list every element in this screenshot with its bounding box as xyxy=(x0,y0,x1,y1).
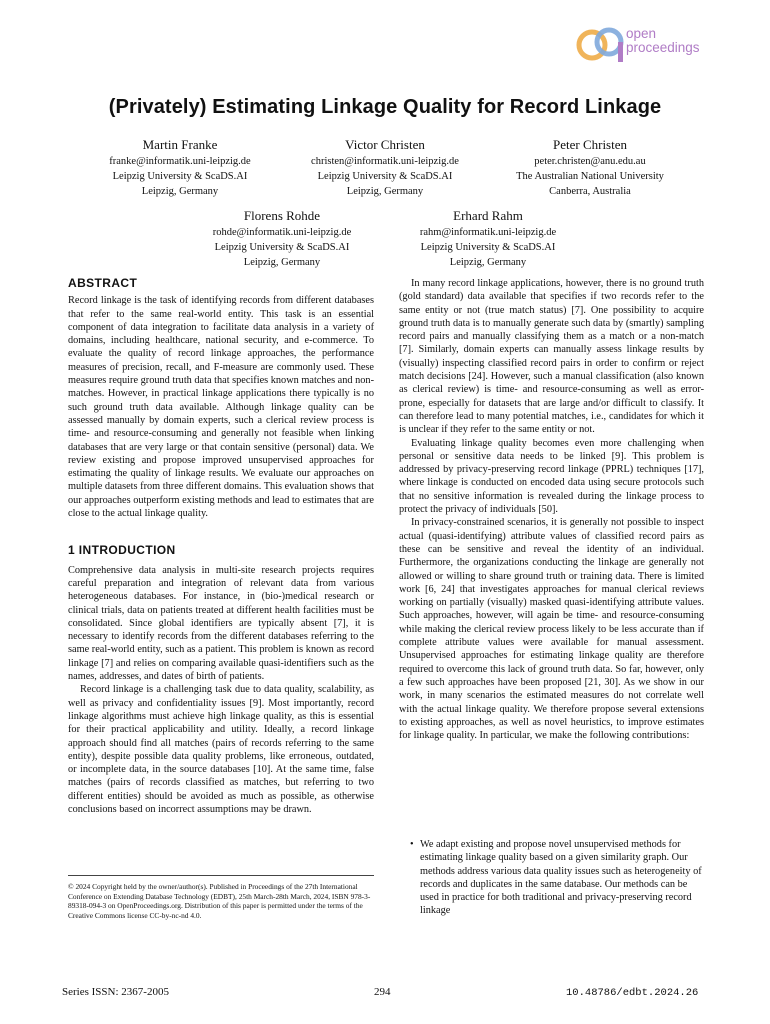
author-block xyxy=(162,207,402,270)
logo-blue-ring xyxy=(597,30,621,54)
author-email[interactable]: rohde@informatik.uni-leipzig.de xyxy=(212,227,352,238)
logo-line-2: proceedings xyxy=(626,40,700,55)
abstract-text: Record linkage is the task of identifying records from different databases that refer to the same real-world entity. This task is an essential component of data integration to facilitate data analysis in a variety of domains, including healthcare, national security, and e-commerce. To evaluate the quality of record linkage approaches, the performance measures of precision, recall, and F-measure are commonly used. These measures require ground truth data that specifies known matches and non-matches. However, in practical linkage applications there typically is no such ground truth data available. Although linkage quality can be assessed manually by domain experts, such a clerical review process is time- and resource-consuming and generally not feasible when linking databases that are very large or that contain sensitive (personal) data. We review existing and propose improved unsupervised approaches for estimating the quality of linkage results. We evaluate our approaches on multiple datasets from three different domains. This evaluation shows that our approaches outperform existing methods and lead to estimates that are close to the actual linkage quality. xyxy=(68,295,374,520)
footer-issn: Series ISSN: 2367-2005 xyxy=(62,986,169,998)
logo-stem xyxy=(618,42,623,62)
right-column xyxy=(399,277,704,742)
author-affiliation: Leipzig University & ScaDS.AI xyxy=(317,171,453,182)
author-location: Leipzig, Germany xyxy=(243,257,321,268)
author-email[interactable]: peter.christen@anu.edu.au xyxy=(534,156,646,167)
author-affiliation: Leipzig University & ScaDS.AI xyxy=(214,242,350,253)
author-location: Leipzig, Germany xyxy=(141,186,219,197)
contribution-bullet xyxy=(410,838,702,918)
copyright-notice: © 2024 Copyright held by the owner/author(s). Published in Proceedings of the 27th International Conference on Extending Database Technology (EDBT), 25th March-28th March, 2024, ISBN 978-3-89318-094-3 on OpenProceedings.org. Distribution of this paper is permitted under the terms of the Creative Commons license CC-by-nc-nd 4.0. xyxy=(68,875,374,920)
left-column xyxy=(68,277,374,816)
bullet-icon: • xyxy=(410,839,414,850)
author-email[interactable]: franke@informatik.uni-leipzig.de xyxy=(109,156,251,167)
author-name: Florens Rohde xyxy=(243,208,321,223)
intro-paragraph-1: Comprehensive data analysis in multi-site research projects requires careful preparation and integration of relevant data from various heterogeneous databases. For instance, in (bio-)medical research or clinical trials, data on patients treated at different health facilities must be consolidated. Since global identifiers are typically absent [7], it is necessary to identify records from the different databases referring to the same real-world entity, such as a patient. This problem is known as record linkage [7] and relies on comparing available quasi-identifiers such as the names, addresses, and dates of birth of patients. xyxy=(68,564,374,683)
right-paragraph-2: Evaluating linkage quality becomes even more challenging when personal or sensitive data needs to be linked [9]. This problem is addressed by privacy-preserving record linkage (PPRL) techniques [17], where linkage is conducted on encoded data using secure protocols such that no sensitive information is revealed during the linkage process to protect the privacy of individuals [50]. xyxy=(399,437,704,516)
author-name: Peter Christen xyxy=(552,137,627,152)
logo-text xyxy=(626,27,700,55)
author-block xyxy=(470,136,710,199)
footer-doi[interactable]: 10.48786/edbt.2024.26 xyxy=(566,987,699,999)
right-paragraph-3: In privacy-constrained scenarios, it is generally not possible to inspect actual (quasi-identifying) attribute values of classified record pairs as these can be sensitive and reveal the identity of an individual. Furthermore, the organizations conducting the linkage are generally not allowed or willing to share ground truth or training data. There is limited work [6, 24] that investigates approaches for manual clerical reviews working on partially (visually) masked quasi-identifying attribute values. Such approaches, however, will again be time- and resource-consuming while making the clerical review process likely to be less accurate than if complete attribute values were available for manual assessment. Unsupervised approaches for estimating linkage quality are therefore required to overcome this lack of ground truth data. So far, however, only a few such approaches have been proposed [21, 30]. As we show in our work, in many scenarios the estimated measures do not correlate well with the actual linkage quality. We therefore propose several extensions to existing approaches, as well as novel heuristics, to improve estimates for linkage quality. In particular, we make the following contributions: xyxy=(399,517,704,742)
contribution-text: We adapt existing and propose novel unsupervised methods for estimating linkage quality based on a given similarity graph. Our methods address various data quality issues such as heterogeneity of records and duplicates in the same database. Our methods can be used in practice for both traditional and privacy-preserving record linkage xyxy=(420,839,702,917)
author-name: Erhard Rahm xyxy=(453,208,523,223)
author-email[interactable]: rahm@informatik.uni-leipzig.de xyxy=(419,227,557,238)
logo-line-1: open xyxy=(626,26,657,41)
intro-paragraph-2: Record linkage is a challenging task due to data quality, scalability, as well as privacy and confidentiality issues [9]. Most importantly, record linkage algorithms must achieve high linkage quality, as this is essential for their practical applicability and utility. Ideally, a record linkage approach should find all matches (pairs of records referring to the same entity), despite possible data quality problems, like erroneous, outdated, or incomplete data, in the source databases [10]. At the same time, false matches (pairs of records classified as matches, but referring to two different entities) should be avoided as much as possible, as otherwise conclusions based on incorrect assumptions may be drawn. xyxy=(68,684,374,815)
author-block xyxy=(368,207,608,270)
author-location: Canberra, Australia xyxy=(549,186,631,197)
author-location: Leipzig, Germany xyxy=(449,257,527,268)
right-paragraph-1: In many record linkage applications, however, there is no ground truth (gold standard) data available that specifies if two records refer to the same entity or not (true match status) [7]. One possibility to acquire ground truth data is to manually generate such data by (smartly) sampling record pairs and manually classifying them as a match or a non-match [7]. Similarly, domain experts can manually assess linkage results by (visually) inspecting classified record pairs in order to confirm or reject match decisions [24]. However, such a manual classification (also known as clerical review) is time- and resource-consuming as well as error-prone, especially for datasets that are large and/or difficult to classify. It can therefore lead to many potential matches, i.e., candidates for which it is unclear if they refer to the same entity or not. xyxy=(399,278,704,436)
author-affiliation: Leipzig University & ScaDS.AI xyxy=(112,171,248,182)
author-block xyxy=(60,136,300,199)
author-name: Martin Franke xyxy=(142,137,218,152)
author-affiliation: The Australian National University xyxy=(516,171,664,182)
author-block xyxy=(265,136,505,199)
author-email[interactable]: christen@informatik.uni-leipzig.de xyxy=(311,156,459,167)
abstract-heading: ABSTRACT xyxy=(68,276,138,290)
author-affiliation: Leipzig University & ScaDS.AI xyxy=(420,242,556,253)
page-number: 294 xyxy=(374,986,391,998)
paper-title: (Privately) Estimating Linkage Quality for Record Linkage xyxy=(108,96,662,118)
author-name: Victor Christen xyxy=(345,137,425,152)
author-location: Leipzig, Germany xyxy=(346,186,424,197)
introduction-heading: 1 INTRODUCTION xyxy=(68,543,176,558)
